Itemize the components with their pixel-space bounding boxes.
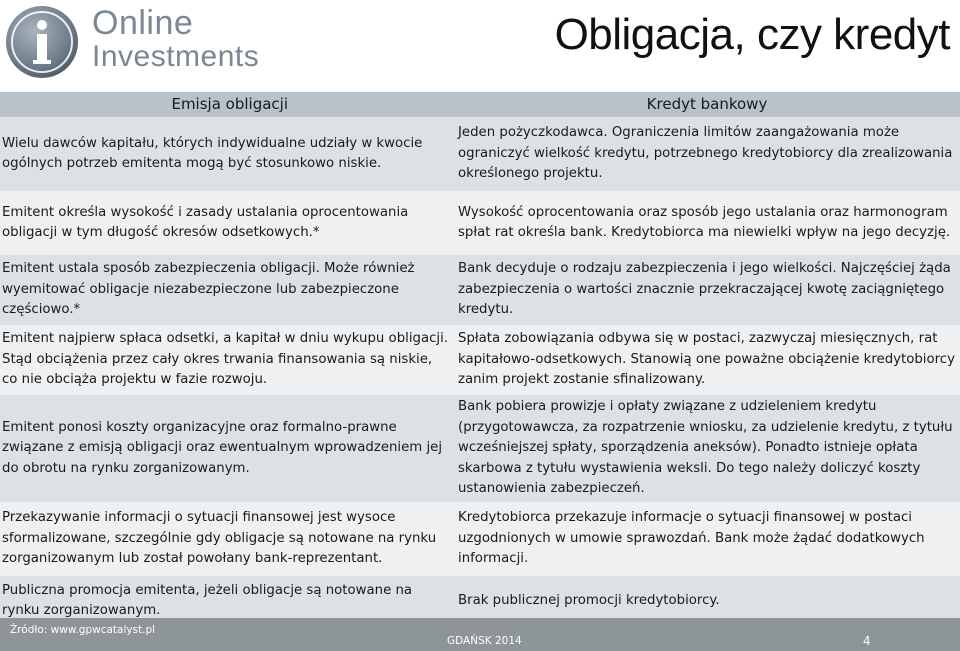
table-row [0,395,960,502]
table-row [0,117,960,191]
table-row [0,325,960,395]
brand-line-online: Online [92,4,194,42]
source-note: Źródło: www.gpwcatalyst.pl [10,624,156,636]
table-row [0,502,960,576]
comparison-table [0,92,960,626]
cell-kredyt: Bank decyduje o rodzaju zabezpieczenia i jego wielkości. Najczęściej żąda zabezpieczenia o wartości znacznie przekraczającej kwotę zaciągniętego kredytu. [454,255,960,325]
cell-kredyt: Wysokość oprocentowania oraz sposób jego ustalania oraz harmonogram spłat rat określa bank. Kredytobiorca ma niewielki wpływ na jego decyzję. [454,191,960,255]
header-kredyt-bankowy: Kredyt bankowy [454,92,960,117]
cell-obligacje: Publiczna promocja emitenta, jeżeli obligacje są notowane na rynku zorganizowanym. [0,576,454,626]
cell-kredyt: Brak publicznej promocji kredytobiorcy. [454,576,960,626]
footer-place: GDAŃSK 2014 [447,635,522,647]
slide-footer [0,618,960,651]
cell-kredyt: Kredytobiorca przekazuje informacje o sytuacji finansowej w postaci uzgodnionych w umowie sprawozdań. Bank może żądać dodatkowych informacji. [454,502,960,576]
online-investments-logo-icon [4,4,80,80]
brand-line-investments: Investments [92,40,260,73]
slide-header [0,0,960,90]
cell-obligacje: Wielu dawców kapitału, których indywidualne udziały w kwocie ogólnych potrzeb emitenta mogą być stosunkowo niskie. [0,117,454,191]
table-header-row [0,92,960,117]
slide-title: Obligacja, czy kredyt [554,10,950,59]
cell-obligacje: Emitent ustala sposób zabezpieczenia obligacji. Może również wyemitować obligacje niezabezpieczone lub zabezpieczone częściowo.* [0,255,454,325]
table-row [0,255,960,325]
table-row [0,191,960,255]
brand-wordmark [92,6,259,72]
cell-kredyt: Jeden pożyczkodawca. Ograniczenia limitów zaangażowania może ograniczyć wielkość kredytu, potrzebnego kredytobiorcy dla zrealizowania określonego projektu. [454,117,960,191]
cell-kredyt: Bank pobiera prowizje i opłaty związane z udzieleniem kredytu (przygotowawcza, za rozpatrzenie wniosku, za udzielenie kredytu, z tytułu wcześniejszej spłaty, sporządzenia aneksów). Ponadto istnieje opłata skarbowa z tytułu wystawienia weksli. Do tego należy doliczyć koszty ustanowienia zabezpieczeń. [454,395,960,502]
cell-obligacje: Przekazywanie informacji o sytuacji finansowej jest wysoce sformalizowane, szczególnie gdy obligacje są notowane na rynku zorganizowanym lub został powołany bank-reprezentant. [0,502,454,576]
page-number: 4 [863,634,871,648]
cell-obligacje: Emitent ponosi koszty organizacyjne oraz formalno-prawne związane z emisją obligacji oraz ewentualnym wprowadzeniem jej do obrotu na rynku zorganizowanym. [0,395,454,502]
header-emisja-obligacji: Emisja obligacji [0,92,454,117]
cell-obligacje: Emitent określa wysokość i zasady ustalania oprocentowania obligacji w tym długość okresów odsetkowych.* [0,191,454,255]
cell-obligacje: Emitent najpierw spłaca odsetki, a kapitał w dniu wykupu obligacji. Stąd obciążenia przez cały okres trwania finansowania są niskie, co nie obciąża projektu w fazie rozwoju. [0,325,454,395]
cell-kredyt: Spłata zobowiązania odbywa się w postaci, zazwyczaj miesięcznych, rat kapitałowo-odsetkowych. Stanowią one poważne obciążenie kredytobiorcy zanim projekt zostanie sfinalizowany. [454,325,960,395]
